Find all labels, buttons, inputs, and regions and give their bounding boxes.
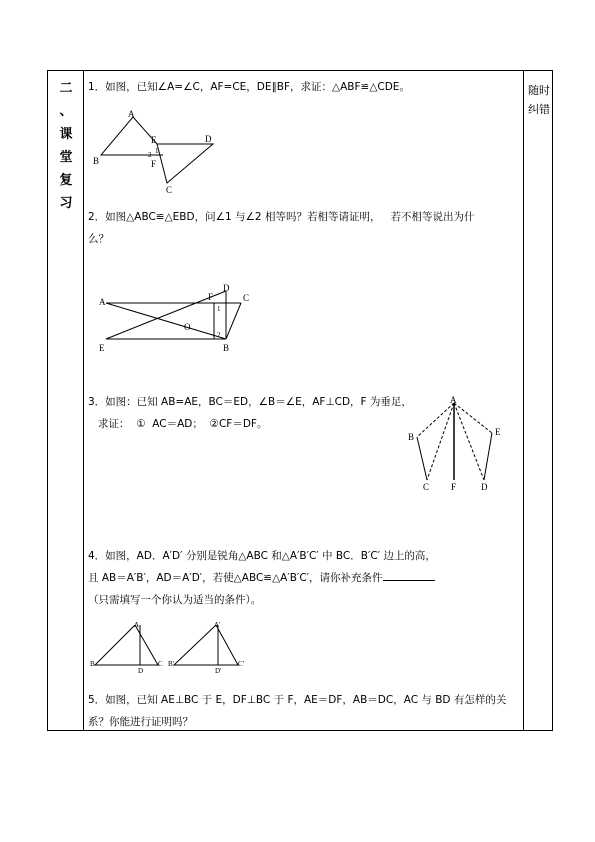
question-2-line-2: 么？ [88, 233, 109, 245]
question-4-figure [90, 619, 255, 673]
q4-label-d-prime: D' [215, 667, 222, 675]
question-2-line-1: 2．如图△ABC≌△EBD，问∠1 与∠2 相等吗？若相等请证明， 若不相等说出为什 [88, 211, 475, 223]
q1-label-a: A [128, 109, 135, 119]
q1-label-2: 2 [148, 151, 152, 159]
section-char: 课 [59, 127, 73, 142]
section-char: 习 [59, 196, 73, 211]
section-char: 复 [59, 173, 73, 188]
q3-label-b: B [408, 432, 415, 442]
question-5-line-2: 系？你能进行证明吗？ [88, 716, 193, 728]
q4-label-d: D [138, 667, 144, 675]
section-char: 二 [59, 81, 73, 96]
q1-label-b: B [93, 156, 100, 166]
q3-label-e: E [495, 427, 501, 437]
q2-label-e: E [99, 343, 105, 353]
section-char: 、 [59, 104, 73, 119]
column-divider-left [83, 71, 84, 730]
q3-label-c: C [423, 482, 430, 492]
question-3-line-2: 求证： ① AC＝AD； ②CF＝DF。 [88, 418, 268, 430]
q2-label-o: O [184, 322, 191, 332]
side-note [526, 81, 552, 119]
side-note-line: 纠错 [528, 103, 550, 116]
q4-label-b-prime: B' [168, 660, 174, 668]
question-2-figure [96, 281, 250, 355]
q4-label-c-prime: C' [238, 660, 244, 668]
question-5-line-1: 5．如图，已知 AE⊥BC 于 E，DF⊥BC 于 F，AE＝DF，AB＝DC，AC 与 BD 有怎样的关 [88, 694, 507, 706]
worksheet-table [47, 70, 553, 731]
q2-label-b: B [223, 343, 230, 353]
q1-label-e: E [151, 135, 157, 145]
question-3-figure [404, 395, 514, 495]
q2-label-a: A [99, 297, 106, 307]
question-4-line-1: 4．如图，AD．A′D′ 分别是锐角△ABC 和△A′B′C′ 中 BC．B′C′ 边上的高， [88, 550, 436, 562]
q3-label-f: F [451, 482, 457, 492]
q2-label-f: F [208, 292, 214, 302]
q3-label-a: A [450, 395, 457, 405]
question-1-text: 1．如图，已知∠A=∠C，AF=CE，DE∥BF，求证：△ABF≌△CDE。 [88, 81, 410, 93]
q2-label-d: D [223, 283, 230, 293]
question-3-line-1: 3．如图：已知 AB=AE，BC＝ED，∠B＝∠E，AF⊥CD，F 为垂足， [88, 396, 412, 408]
side-note-line: 随时 [528, 84, 550, 97]
q3-label-d: D [481, 482, 488, 492]
column-divider-right [523, 71, 524, 730]
question-4-line-2-text: 且 AB＝A′B′，AD＝A′D′，若使△ABC≌△A′B′C′，请你补充条件 [88, 572, 383, 584]
section-label [52, 77, 80, 215]
q2-label-c: C [243, 293, 250, 303]
question-4-line-3: （只需填写一个你认为适当的条件）。 [88, 594, 262, 606]
q4-label-c: C [158, 660, 163, 668]
q2-label-1: 1 [217, 305, 221, 313]
q1-label-1: 1 [155, 147, 159, 155]
q2-label-2: 2 [217, 331, 221, 339]
q1-label-d: D [205, 134, 212, 144]
section-char: 堂 [59, 150, 73, 165]
q4-label-a-prime: A' [214, 621, 221, 629]
q4-label-b: B [90, 660, 95, 668]
q1-label-f: F [151, 159, 157, 169]
question-1-figure [93, 109, 213, 193]
question-4-line-2 [88, 567, 435, 589]
q4-label-a: A [134, 621, 140, 629]
q1-label-c: C [166, 185, 173, 195]
answer-blank[interactable] [383, 570, 435, 581]
